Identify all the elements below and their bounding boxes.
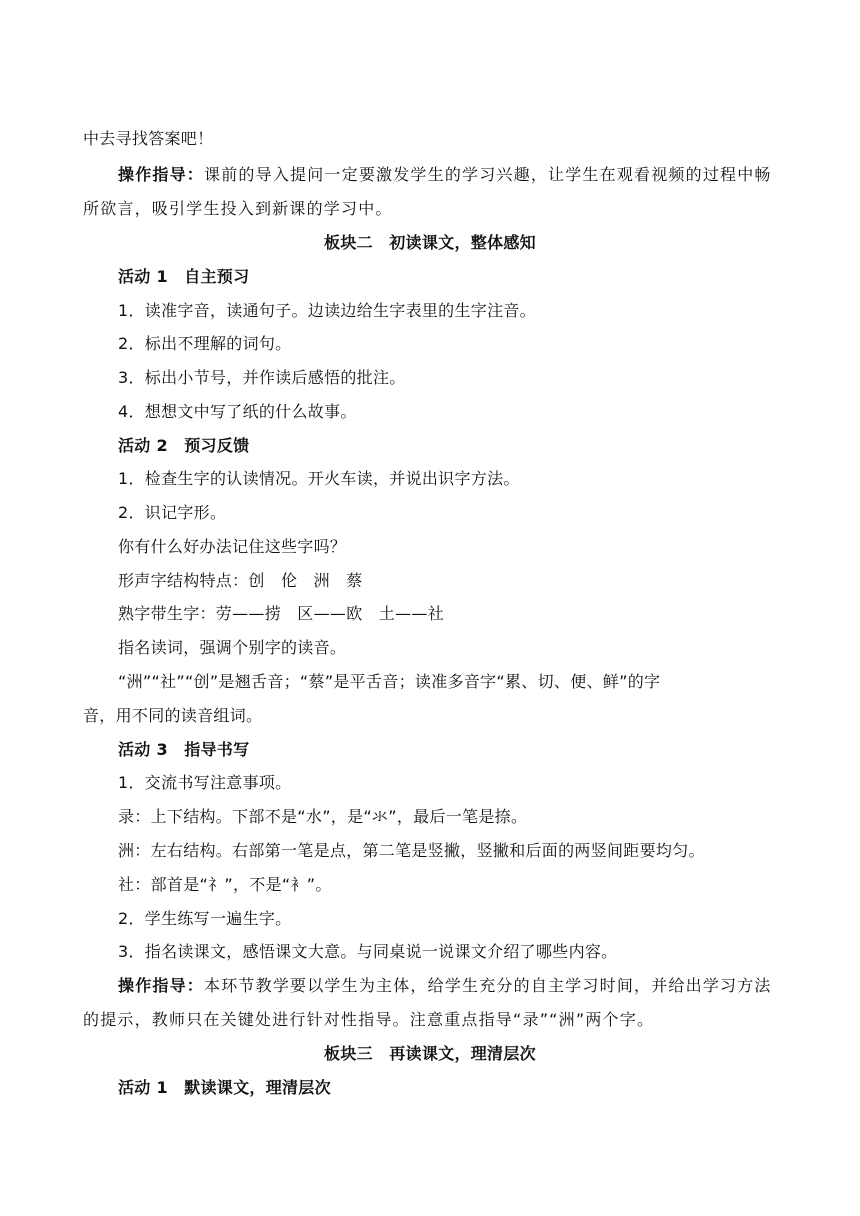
operation-guide-continuation: 所欲言，吸引学生投入到新课的学习中。 [83, 199, 393, 218]
section-title: 板块二 初读课文，整体感知 [324, 233, 536, 252]
list-item: 1．交流书写注意事项。 [118, 773, 292, 792]
paragraph-line: 中去寻找答案吧！ [83, 129, 214, 148]
operation-guide-line [118, 976, 818, 996]
operation-guide-label: 操作指导： [118, 165, 205, 184]
paragraph-line: 音，用不同的读音组词。 [83, 706, 263, 725]
paragraph-line: 你有什么好办法记住这些字吗？ [118, 537, 347, 556]
list-item: 2．学生练写一遍生字。 [118, 909, 292, 928]
operation-guide-continuation: 的提示，教师只在关键处进行针对性指导。注意重点指导“录”“洲”两个字。 [83, 1010, 655, 1029]
activity-heading: 活动 1 默读课文，理清层次 [118, 1078, 331, 1097]
list-item: 1．读准字音，读通句子。边读边给生字表里的生字注音。 [118, 301, 536, 320]
list-item: 3．标出小节号，并作读后感悟的批注。 [118, 368, 406, 387]
list-item: 4．想想文中写了纸的什么故事。 [118, 402, 357, 421]
paragraph-line: 形声字结构特点：创 伦 洲 蔡 [118, 571, 363, 590]
paragraph-line: 社：部首是“礻”，不是“衤”。 [118, 875, 332, 894]
list-item: 2．标出不理解的词句。 [118, 334, 292, 353]
list-item: 3．指名读课文，感悟课文大意。与同桌说一说课文介绍了哪些内容。 [118, 942, 618, 961]
activity-heading: 活动 3 指导书写 [118, 740, 250, 759]
activity-heading: 活动 2 预习反馈 [118, 436, 250, 455]
activity-heading: 活动 1 自主预习 [118, 267, 250, 286]
paragraph-line: “洲”“社”“创”是翘舌音；“蔡”是平舌音；读准多音字“累、切、便、鲜”的字 [118, 672, 661, 691]
operation-guide-text: 本环节教学要以学生为主体，给学生充分的自主学习时间，并给出学习方法 [204, 976, 772, 995]
list-item: 2．识记字形。 [118, 503, 227, 522]
paragraph-line: 指名读词，强调个别字的读音。 [118, 638, 347, 657]
paragraph-line: 熟字带生字：劳——捞 区——欧 土——社 [118, 604, 445, 623]
paragraph-line: 洲：左右结构。右部第一笔是点，第二笔是竖撇，竖撇和后面的两竖间距要均匀。 [118, 841, 705, 860]
section-title: 板块三 再读课文，理清层次 [324, 1044, 536, 1063]
paragraph-line: 录：上下结构。下部不是“水”，是“氺”，最后一笔是捺。 [118, 807, 528, 826]
operation-guide-label: 操作指导： [118, 976, 205, 995]
operation-guide-line [118, 165, 818, 185]
list-item: 1．检查生字的认读情况。开火车读，并说出识字方法。 [118, 469, 520, 488]
operation-guide-text: 课前的导入提问一定要激发学生的学习兴趣，让学生在观看视频的过程中畅 [204, 165, 772, 184]
